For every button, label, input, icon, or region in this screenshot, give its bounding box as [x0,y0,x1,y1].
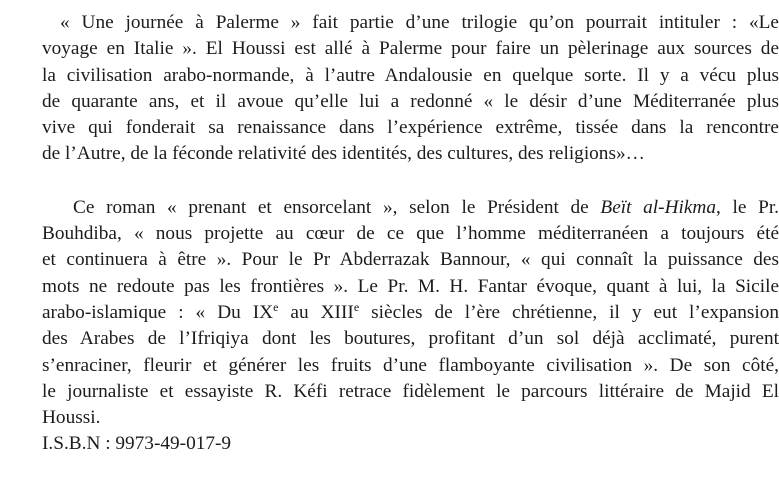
book-description [42,10,779,458]
text-line: de quarante ans, et il avoue qu’elle lui a redonné « le désir d’une Méditerranée plus [42,90,779,112]
text-line: le journaliste et essayiste R. Kéfi retrace fidèlement le parcours littéraire de Majid El [42,380,779,402]
text-line [42,300,779,326]
text-line: mots ne redoute pas les frontières ». Le Pr. M. H. Fantar évoque, quant à lui, la Sicile [42,275,779,297]
text-line: s’enraciner, fleurir et générer les fruits d’une flamboyante civilisation ». De son côté, [42,354,779,376]
text-line: la civilisation arabo-normande, à l’autre Andalousie en quelque sorte. Il y a vécu plus [42,64,779,86]
text-line: vive qui fonderait sa renaissance dans l’expérience extrême, tissée dans la rencontre [42,117,779,139]
text-run: au XIII [278,301,354,323]
text-run: arabo-islamique : « Du IX [42,301,274,323]
superscript: e [273,299,279,314]
paragraph-intro [42,10,779,168]
text-run: siècles de l’ère chrétienne, il y eut l’expansion [359,301,779,323]
isbn-line: I.S.B.N : 9973-49-017-9 [42,433,232,455]
text-line: Bouhdiba, « nous projette au cœur de ce que l’homme méditerranéen a toujours été [42,223,779,245]
text-line: « Une journée à Palerme » fait partie d’une trilogie qu’on pourrait intituler : «Le [60,12,779,33]
institution-name: Beït al-Hikma [600,196,716,218]
text-line: voyage en Italie ». El Houssi est allé à Palerme pour faire un pèlerinage aux sources de [42,38,779,60]
text-run: Ce roman « prenant et ensorcelant », selon le Président de [73,196,601,218]
text-run: , le Pr. [715,196,779,218]
text-line [42,195,779,221]
paragraph-spacer [42,168,779,195]
text-line: de l’Autre, de la féconde relativité des identités, des cultures, des religions»… [42,143,645,165]
text-line: des Arabes de l’Ifriqiya dont les boutures, profitant d’un sol déjà acclimaté, purent [42,328,779,350]
superscript: e [353,299,360,314]
text-line: Houssi. [42,407,101,429]
paragraph-reviews [42,195,779,432]
text-line: et continuera à être ». Pour le Pr Abderrazak Bannour, « qui connaît la puissance des [42,249,779,271]
